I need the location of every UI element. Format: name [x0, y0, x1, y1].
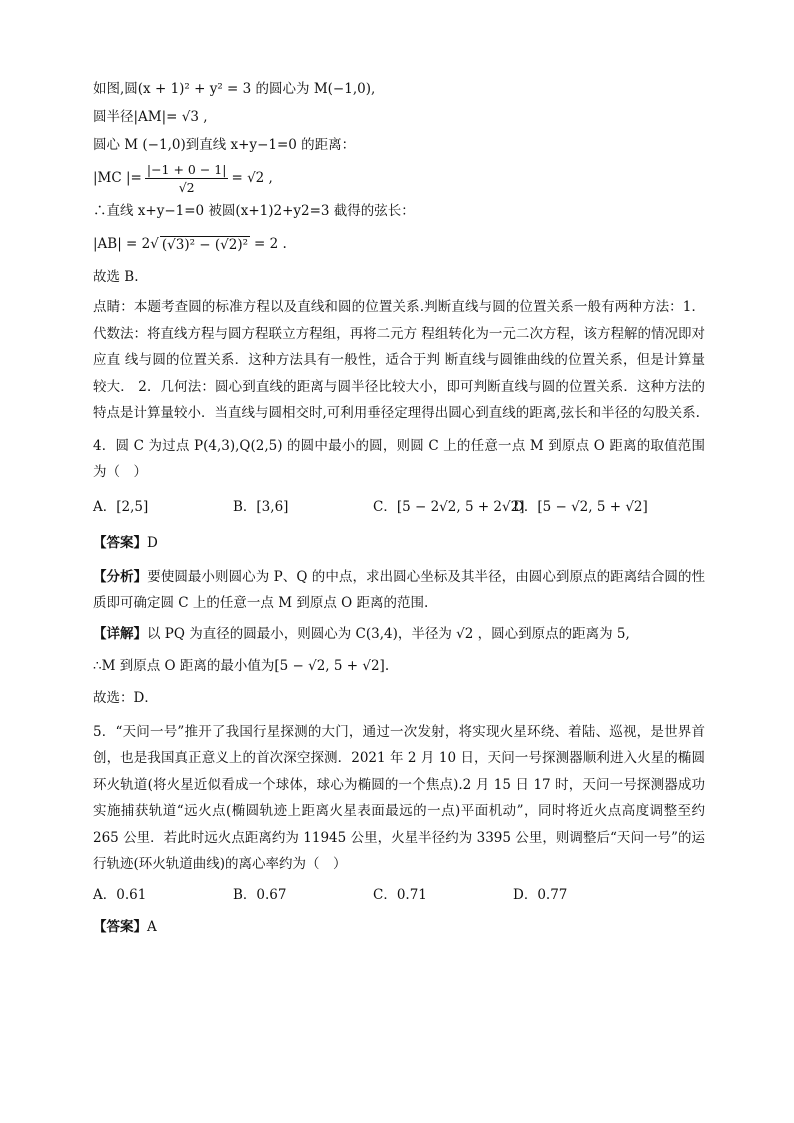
q4-answer-label: 【答案】 [93, 534, 147, 551]
mc-label: |MC |= [93, 170, 142, 186]
question-5-options [93, 884, 705, 906]
solution-line-chord-intro: ∴直线 x+y−1=0 被圆(x+1)2+y2=3 截得的弦长： [93, 203, 415, 219]
q5-option-a: A．0.61 [93, 886, 147, 903]
solution-line-distance-intro: 圆心 M (−1,0)到直线 x+y−1=0 的距离： [93, 137, 356, 153]
q5-answer-value: A [147, 918, 157, 935]
q4-option-a: A．[2,5] [93, 498, 149, 515]
comment-text: ：本题考查圆的标准方程以及直线和圆的位置关系.判断直线与圆的位置关系一般有两种方法：1．代数法：将直线方程与圆方程联立方程组，再将二元方 程组转化为一元二次方程，该方程解的情况即对应直 线与圆的位置关系．这种方法具有一般性，适合于判 断直线与圆锥曲线的位置关系，但是计算量较大． 2．几何法：圆心到直线的距离与圆半径比较大小，即可判断直线与圆的位置关系．这种方法的特点是计算量较小．当直线与圆相交时,可利用垂径定理得出圆心到直线的距离,弦长和半径的勾股关系. [93, 299, 705, 421]
mc-fraction [145, 162, 229, 195]
question-5-stem: 5．“天问一号”推开了我国行星探测的大门，通过一次发射，将实现火星环绕、着陆、巡视，是世界首创，也是我国真正意义上的首次深空探测．2021 年 2 月 10 日，天问一号探测器顺利进入火星的椭圆环火轨道(将火星近似看成一个球体，球心为椭圆的一个焦点).2 月 15 日 17 时，天问一号探测器成功实施捕获轨道“远火点(椭圆轨迹上距离火星表面最远的一点)平面机动”，同时将近火点高度调整至约 265 公里．若此时远火点距离约为 11945 公里，火星半径约为 3395 公里，则调整后“天问一号”的运行轨迹(环火轨道曲线)的离心率约为（ ） [93, 723, 705, 872]
formula-mc-distance [93, 156, 705, 200]
q4-analysis [93, 564, 705, 617]
q4-option-b: B．[3,6] [233, 498, 289, 515]
ab-radicand: (√3)² − (√2)² [161, 236, 249, 253]
question-4-stem: 4．圆 C 为过点 P(4,3),Q(2,5) 的圆中最小的圆，则圆 C 上的任意一点 M 到原点 O 距离的取值范围为（ ） [93, 437, 705, 480]
ab-result: = 2 . [254, 236, 287, 252]
q4-choose: 故选：D． [93, 689, 158, 706]
mc-result: = √2 , [231, 170, 273, 186]
q4-detail-conclusion: ∴M 到原点 O 距离的最小值为[5 − √2, 5 + √2]. [93, 657, 390, 674]
sqrt-sign-icon: √ [150, 236, 159, 252]
q4-answer-value: D [147, 534, 158, 551]
mc-fraction-numerator: |−1 + 0 − 1| [146, 161, 227, 177]
q5-option-d: D．0.77 [513, 886, 568, 903]
solution-line-radius: 圆半径|AM|= √3 , [93, 109, 208, 125]
q4-answer [93, 532, 705, 554]
q5-option-c: C．0.71 [373, 886, 427, 903]
question-4-options [93, 496, 705, 518]
solution-choose-b: 故选 B. [93, 269, 139, 285]
q4-analysis-text: 要使圆最小则圆心为 P、Q 的中点，求出圆心坐标及其半径，由圆心到原点的距离结合圆的性质即可确定圆 C 上的任意一点 M 到原点 O 距离的范围. [93, 568, 706, 611]
q5-answer-label: 【答案】 [93, 918, 147, 935]
q4-detail-text: 以 PQ 为直径的圆最小，则圆心为 C(3,4)，半径为 √2 ，圆心到原点的距离为 5, [147, 625, 630, 642]
document-page [93, 78, 705, 938]
ab-label: |AB| = 2 [93, 236, 151, 252]
q4-analysis-label: 【分析】 [93, 568, 148, 585]
q4-detail [93, 623, 705, 645]
mc-fraction-denominator: √2 [178, 179, 195, 195]
solution-line-circle-center: 如图,圆(x + 1)² + y² = 3 的圆心为 M(−1,0), [93, 81, 376, 97]
q5-option-b: B．0.67 [233, 886, 287, 903]
comment-paragraph [93, 294, 705, 427]
q4-option-d: D．[5 − √2, 5 + √2] [513, 498, 648, 515]
q4-option-c: C．[5 − 2√2, 5 + 2√2] [373, 498, 525, 515]
comment-label: 点睛 [93, 299, 121, 315]
q5-answer [93, 916, 705, 938]
q4-detail-label: 【详解】 [93, 625, 147, 642]
formula-ab-chord [93, 222, 705, 266]
